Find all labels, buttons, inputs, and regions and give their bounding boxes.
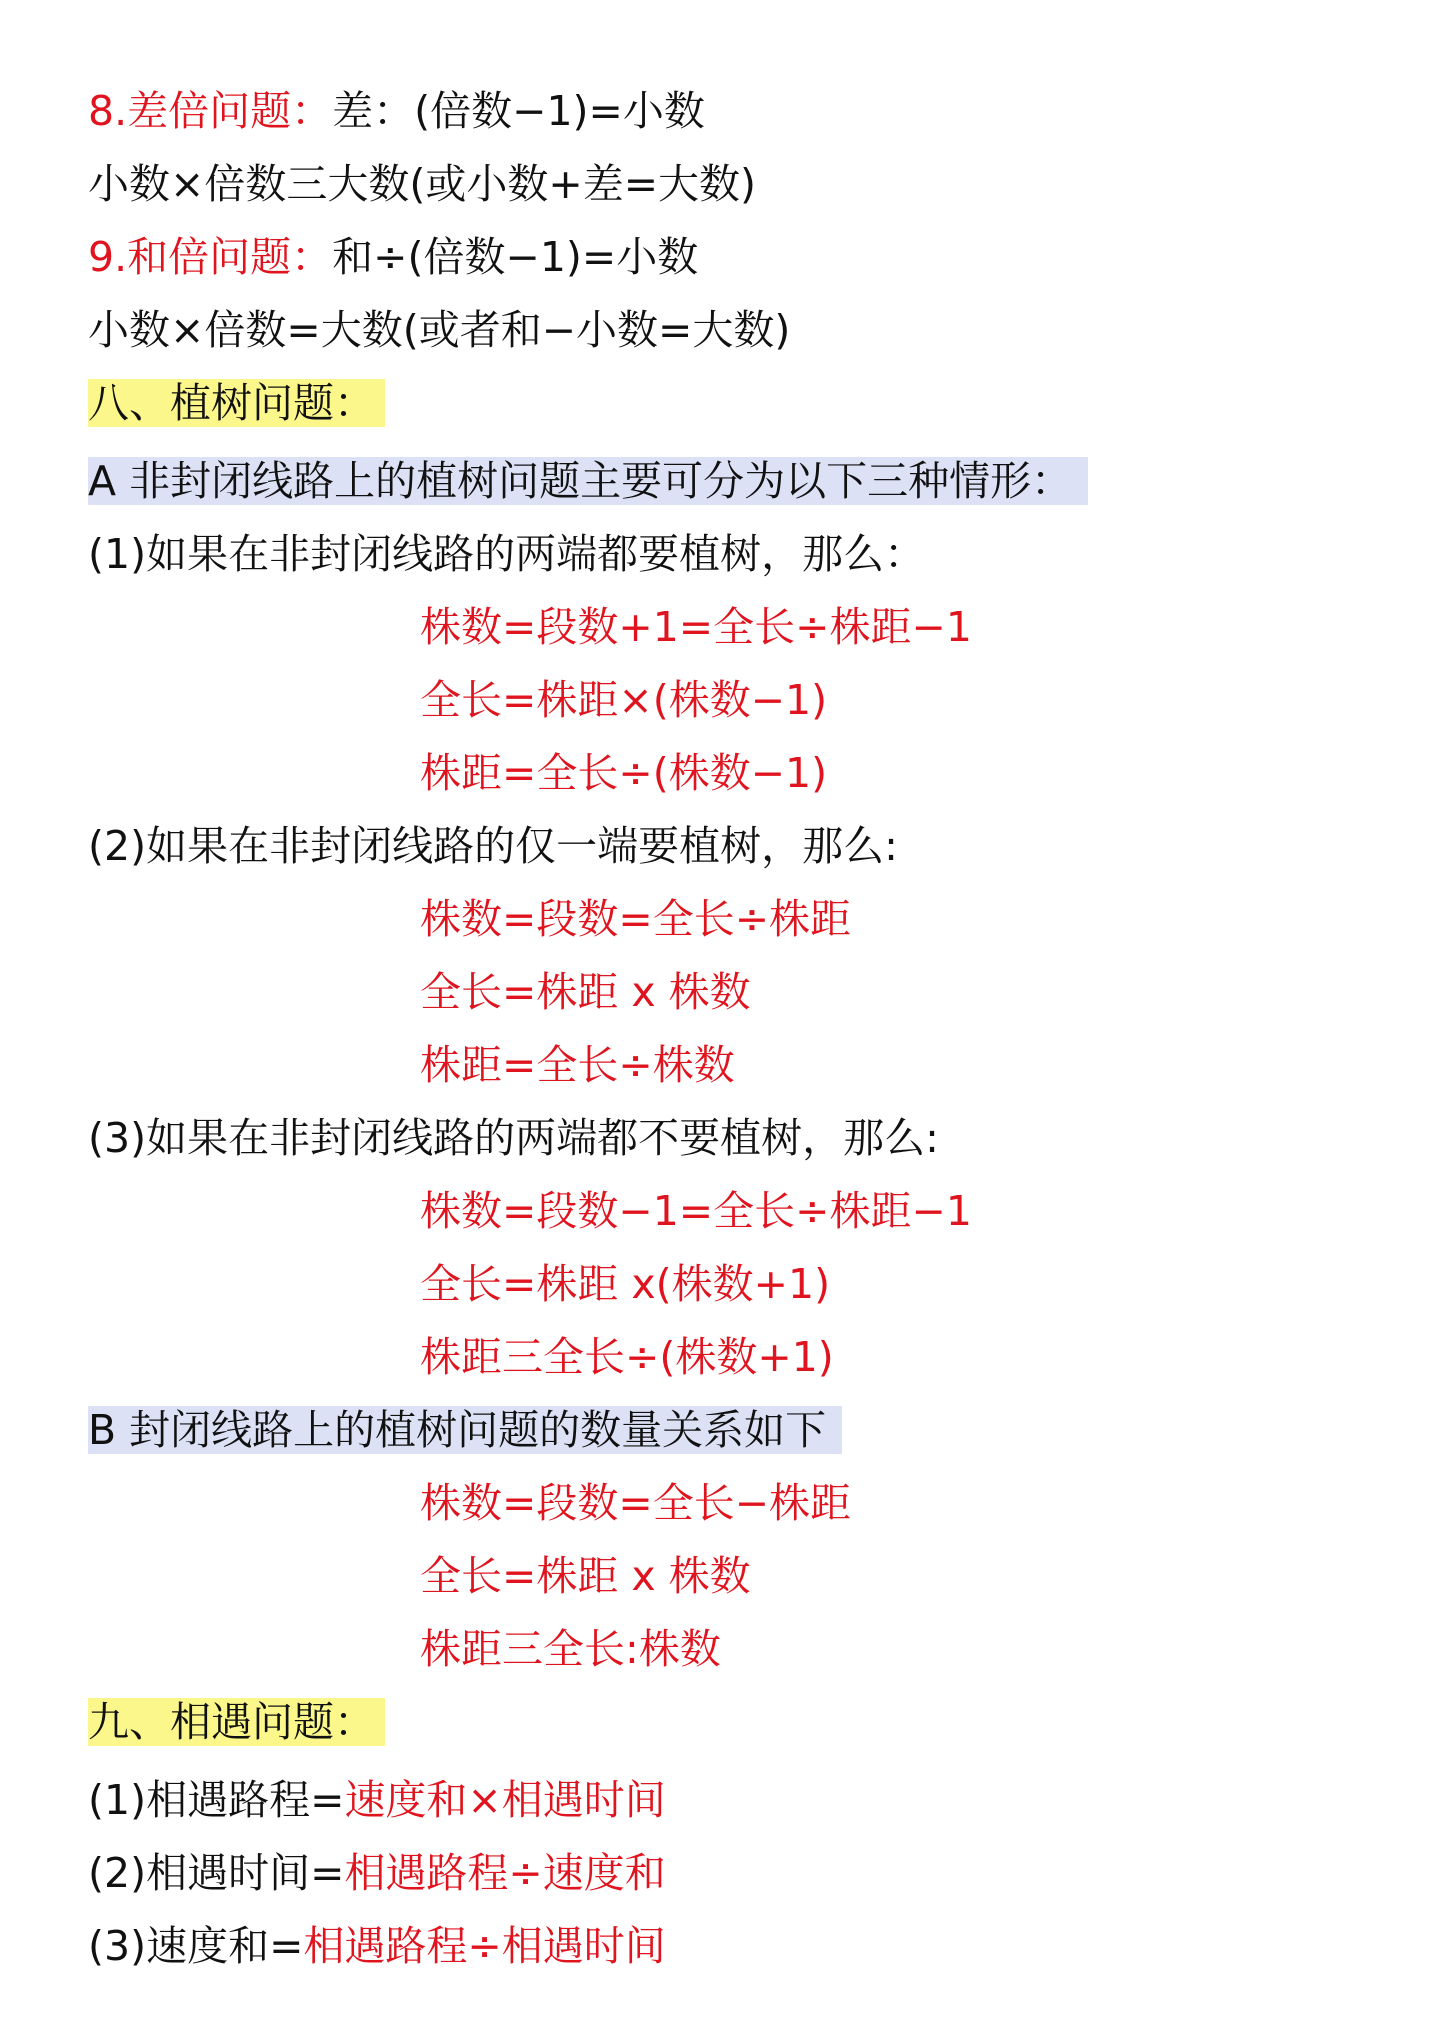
meeting-row	[88, 1844, 666, 1902]
meeting-heading	[88, 1693, 385, 1751]
case2-formula: 全长=株距 x 株数	[420, 968, 751, 1016]
case1-formula: 全长=株距×(株数−1)	[420, 676, 828, 724]
part-b-title	[88, 1401, 842, 1459]
meeting-row	[88, 1917, 666, 1975]
case3-formula: 株距三全长÷(株数+1)	[420, 1333, 834, 1381]
sum-multiple-line	[88, 228, 698, 286]
meeting-row-formula: 相遇路程÷速度和	[344, 1849, 666, 1897]
tree-planting-heading-text: 八、植树问题：	[88, 379, 385, 427]
meeting-row-formula: 速度和×相遇时间	[344, 1776, 666, 1824]
part-b-formula: 全长=株距 x 株数	[420, 1552, 751, 1600]
meeting-heading-text: 九、相遇问题：	[88, 1698, 385, 1746]
part-a-title-text: A 非封闭线路上的植树问题主要可分为以下三种情形：	[88, 457, 1088, 505]
meeting-row-formula: 相遇路程÷相遇时间	[303, 1922, 666, 1970]
case2-title: (2)如果在非封闭线路的仅一端要植树，那么:	[88, 822, 898, 870]
sum-multiple-formula-2: 小数×倍数=大数(或者和−小数=大数)	[88, 306, 791, 354]
part-a-title	[88, 452, 1088, 510]
meeting-row-lead: (3)速度和=	[88, 1922, 304, 1970]
difference-multiple-formula-2: 小数×倍数三大数(或小数+差=大数)	[88, 160, 757, 208]
meeting-row-lead: (1)相遇路程=	[88, 1776, 345, 1824]
case1-title: (1)如果在非封闭线路的两端都要植树，那么：	[88, 530, 926, 578]
tree-planting-heading	[88, 374, 385, 432]
case3-formula: 株数=段数−1=全长÷株距−1	[420, 1187, 972, 1235]
part-b-title-text: B 封闭线路上的植树问题的数量关系如下	[88, 1406, 842, 1454]
part-b-formula: 株距三全长:株数	[420, 1625, 721, 1673]
meeting-row	[88, 1771, 666, 1829]
case2-formula: 株数=段数=全长÷株距	[420, 895, 852, 943]
case1-formula: 株数=段数+1=全长÷株距−1	[420, 603, 972, 651]
sum-multiple-formula: 和÷(倍数−1)=小数	[332, 233, 699, 281]
part-b-formula: 株数=段数=全长−株距	[420, 1479, 852, 1527]
case1-formula: 株距=全长÷(株数−1)	[420, 749, 828, 797]
difference-multiple-heading: 8.差倍问题：	[88, 87, 333, 135]
difference-multiple-line	[88, 82, 705, 140]
case3-title: (3)如果在非封闭线路的两端都不要植树，那么:	[88, 1114, 939, 1162]
sum-multiple-heading: 9.和倍问题：	[88, 233, 333, 281]
meeting-row-lead: (2)相遇时间=	[88, 1849, 345, 1897]
case2-formula: 株距=全长÷株数	[420, 1041, 735, 1089]
difference-multiple-formula: 差：(倍数−1)=小数	[332, 87, 705, 135]
case3-formula: 全长=株距 x(株数+1)	[420, 1260, 831, 1308]
